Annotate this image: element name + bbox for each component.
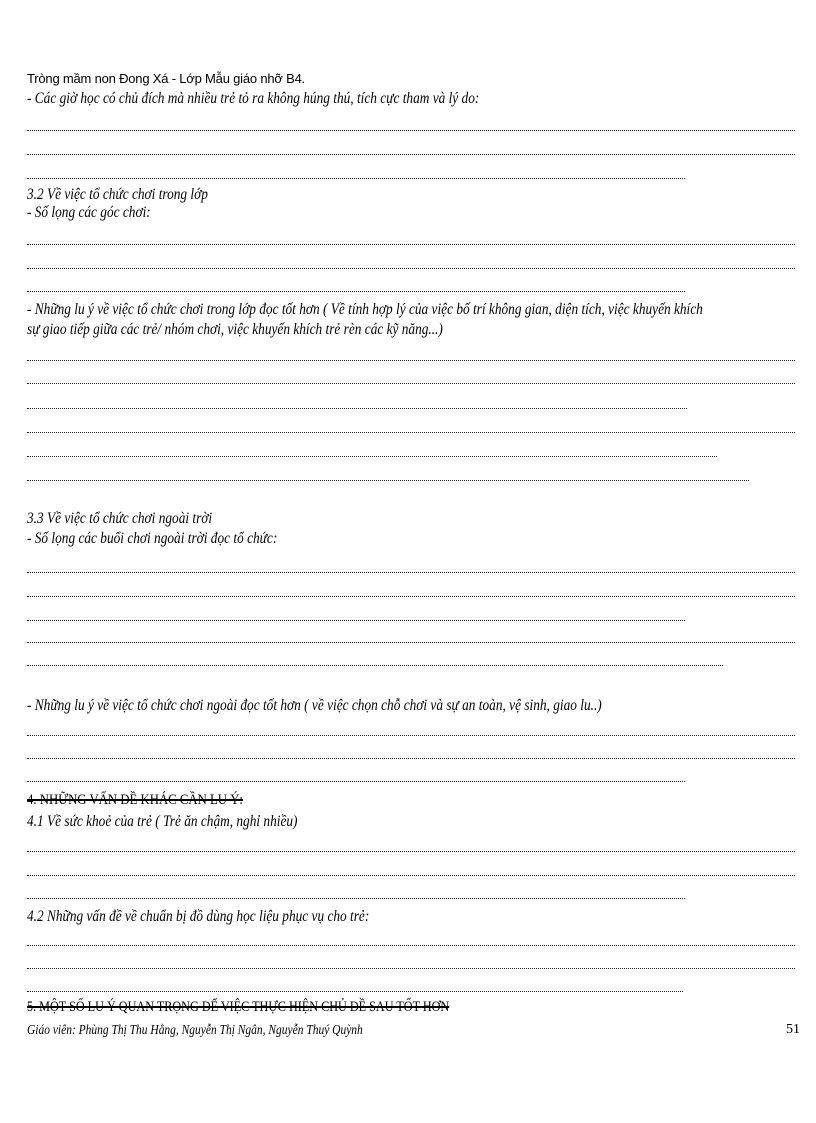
answer-line	[27, 408, 687, 409]
s3-1-item: - Các giờ học có chủ đích mà nhiều trẻ tỏ ra không húng thú, tích cực tham và lý do:	[27, 90, 480, 107]
s3-2-item-2-line-2: sự giao tiếp giữa các trẻ/ nhóm chơi, việc khuyến khích trẻ rèn các kỹ năng...)	[27, 321, 443, 338]
answer-line	[27, 572, 795, 573]
answer-line	[27, 851, 795, 852]
s4-heading: 4. NHỮNG VẤN ĐỀ KHÁC CẦN LU Ý:	[27, 792, 243, 808]
answer-line	[27, 945, 795, 946]
s4-2-heading: 4.2 Những vấn đề về chuẩn bị đồ dùng học liệu phục vụ cho trẻ:	[27, 908, 370, 925]
answer-line	[27, 596, 795, 597]
answer-line	[27, 642, 795, 643]
answer-line	[27, 456, 717, 457]
s3-2-heading: 3.2 Về việc tổ chức chơi trong lớp	[27, 186, 208, 203]
answer-line	[27, 620, 685, 621]
s3-3-item-1: - Số lọng các buổi chơi ngoài trời đọc tổ chức:	[27, 530, 278, 547]
answer-line	[27, 758, 795, 759]
answer-line	[27, 991, 683, 992]
s3-2-item-2-line-1: - Những lu ý về việc tổ chức chơi trong lớp đọc tốt hơn ( Về tính hợp lý của việc bố trí không gian, diện tích, việc khuyến khích	[27, 301, 703, 318]
s3-2-item-1: - Số lọng các góc chơi:	[27, 204, 151, 221]
answer-line	[27, 875, 795, 876]
answer-line	[27, 898, 685, 899]
answer-line	[27, 665, 723, 666]
answer-line	[27, 735, 795, 736]
s5-heading: 5. MỘT SỐ LU Ý QUAN TRỌNG ĐỂ VIỆC THỰC HIỆN CHỦ ĐỀ SAU TỐT HƠN	[27, 999, 450, 1015]
school-header: Tròng mầm non Đong Xá - Lớp Mẫu giáo nhỡ B4.	[27, 71, 306, 86]
answer-line	[27, 178, 685, 179]
s3-3-heading: 3.3 Về việc tổ chức chơi ngoài trời	[27, 510, 213, 527]
answer-line	[27, 268, 795, 269]
answer-line	[27, 383, 795, 384]
answer-line	[27, 781, 685, 782]
answer-line	[27, 244, 795, 245]
answer-line	[27, 432, 795, 433]
answer-line	[27, 291, 685, 292]
s3-3-item-2: - Những lu ý về việc tổ chức chơi ngoài đọc tốt hơn ( về việc chọn chỗ chơi và sự an toàn, vệ sinh, giao lu..)	[27, 697, 602, 714]
answer-line	[27, 130, 795, 131]
answer-line	[27, 480, 749, 481]
answer-line	[27, 968, 795, 969]
footer-teachers: Giáo viên: Phùng Thị Thu Hằng, Nguyễn Thị Ngân, Nguyễn Thuý Quỳnh	[27, 1023, 363, 1038]
page-number: 51	[786, 1022, 800, 1037]
answer-line	[27, 360, 795, 361]
answer-line	[27, 154, 795, 155]
s4-1-heading: 4.1 Về sức khoẻ của trẻ ( Trẻ ăn chậm, nghỉ nhiều)	[27, 813, 298, 830]
